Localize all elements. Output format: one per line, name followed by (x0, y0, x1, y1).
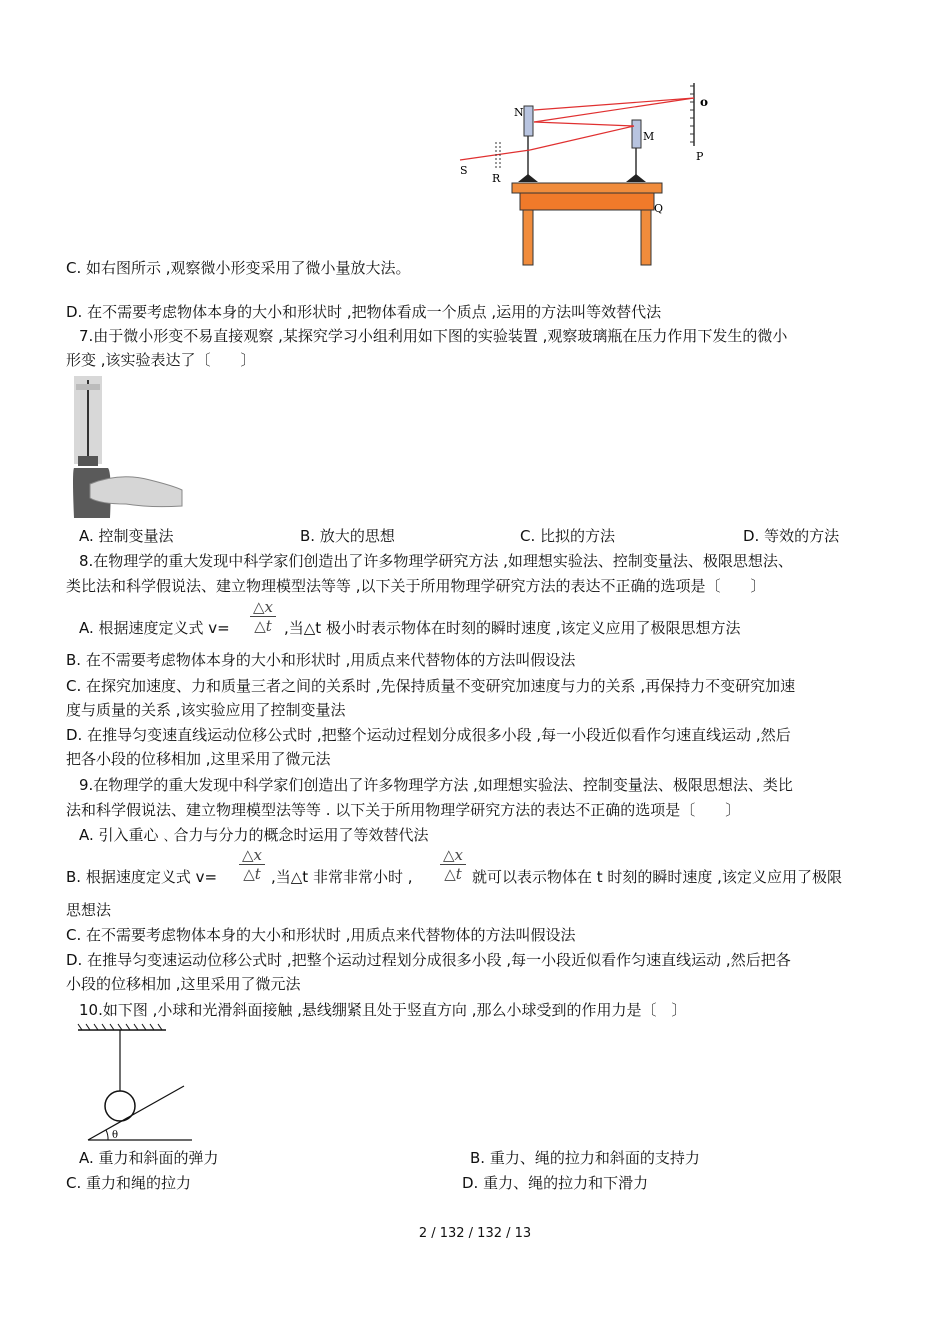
q9-stem-line2: 法和科学假说法、建立物理模型法等等 . 以下关于所用物理学研究方法的表达不正确的选项是〔 〕 (66, 801, 741, 819)
q10-option-d: D. 重力、绳的拉力和下滑力 (462, 1174, 649, 1192)
q9-option-d-line1: D. 在推导匀变速运动位移公式时 ,把整个运动过程划分成很多小段 ,每一小段近似看作匀速直线运动 ,然后把各 (66, 951, 791, 969)
label-Q: Q (654, 202, 664, 215)
q8-stem-line1: 8.在物理学的重大发现中科学家们创造出了许多物理学研究方法 ,如理想实验法、控制变量法、极限思想法、 (79, 552, 793, 570)
theta-label: θ (112, 1130, 119, 1141)
label-P: P (696, 150, 704, 163)
frac-numerator: △x (242, 846, 262, 864)
frac-denominator: △t (254, 617, 272, 635)
q9-fraction-2 (438, 846, 468, 883)
q10-option-b: B. 重力、绳的拉力和斜面的支持力 (470, 1149, 700, 1167)
label-o: o (700, 95, 709, 109)
q10-option-a: A. 重力和斜面的弹力 (79, 1149, 219, 1167)
q8-option-d-line2: 把各小段的位移相加 ,这里采用了微元法 (66, 750, 331, 768)
q9-stem-line1: 9.在物理学的重大发现中科学家们创造出了许多物理学方法 ,如理想实验法、控制变量法、极限思想法、类比 (79, 776, 793, 794)
q9-option-b-line2: 思想法 (66, 901, 112, 919)
q9-option-a: A. 引入重心﹑合力与分力的概念时运用了等效替代法 (79, 826, 429, 844)
q9-option-b-post: 就可以表示物体在 t 时刻的瞬时速度 ,该定义应用了极限 (472, 868, 842, 886)
q6-option-c: C. 如右图所示 ,观察微小形变采用了微小量放大法。 (66, 259, 411, 277)
q8-option-c-line2: 度与质量的关系 ,该实验应用了控制变量法 (66, 701, 346, 719)
label-R: R (492, 172, 501, 185)
q8-option-a-post: ,当△t 极小时表示物体在时刻的瞬时速度 ,该定义应用了极限思想方法 (284, 619, 741, 637)
q10-stem: 10.如下图 ,小球和光滑斜面接触 ,悬线绷紧且处于竖直方向 ,那么小球受到的作用力是〔 〕 (79, 1001, 687, 1019)
label-M: M (643, 130, 655, 143)
q10-option-c: C. 重力和绳的拉力 (66, 1174, 192, 1192)
q8-option-b: B. 在不需要考虑物体本身的大小和形状时 ,用质点来代替物体的方法叫假设法 (66, 651, 576, 669)
q8-option-d-line1: D. 在推导匀变速直线运动位移公式时 ,把整个运动过程划分成很多小段 ,每一小段近似看作匀速直线运动 ,然后 (66, 726, 791, 744)
q7-option-d: D. 等效的方法 (743, 527, 840, 545)
mirror-apparatus-figure (450, 78, 720, 268)
q7-option-b: B. 放大的思想 (300, 527, 395, 545)
q7-option-a: A. 控制变量法 (79, 527, 174, 545)
label-N: N (514, 106, 524, 119)
q9-option-b-mid: ,当△t 非常非常小时 , (271, 868, 413, 886)
q8-fraction (248, 598, 278, 635)
q8-stem-line2: 类比法和科学假说法、建立物理模型法等等 ,以下关于所用物理学研究方法的表达不正确的选项是〔 〕 (66, 577, 766, 595)
glass-bottle-figure (70, 376, 184, 518)
frac-numerator: △x (443, 846, 463, 864)
frac-numerator: △x (253, 598, 273, 616)
q9-option-d-line2: 小段的位移相加 ,这里采用了微元法 (66, 975, 301, 993)
q9-fraction-1 (237, 846, 267, 883)
q7-stem-line1: 7.由于微小形变不易直接观察 ,某探究学习小组利用如下图的实验装置 ,观察玻璃瓶在压力作用下发生的微小 (79, 327, 788, 345)
q8-option-a-pre: A. 根据速度定义式 v= (79, 619, 230, 637)
q7-option-c: C. 比拟的方法 (520, 527, 616, 545)
frac-denominator: △t (243, 865, 261, 883)
q9-option-c: C. 在不需要考虑物体本身的大小和形状时 ,用质点来代替物体的方法叫假设法 (66, 926, 576, 944)
q6-option-d: D. 在不需要考虑物体本身的大小和形状时 ,把物体看成一个质点 ,运用的方法叫等效替代法 (66, 303, 662, 321)
q9-option-b-pre: B. 根据速度定义式 v= (66, 868, 218, 886)
q8-option-c-line1: C. 在探究加速度、力和质量三者之间的关系时 ,先保持质量不变研究加速度与力的关系 ,再保持力不变研究加速 (66, 677, 796, 695)
page-number: 2 / 132 / 132 / 13 (418, 1226, 532, 1241)
frac-denominator: △t (444, 865, 462, 883)
ball-incline-figure (74, 1022, 194, 1144)
q7-stem-line2: 形变 ,该实验表达了〔 〕 (66, 351, 256, 369)
label-S: S (460, 164, 468, 177)
